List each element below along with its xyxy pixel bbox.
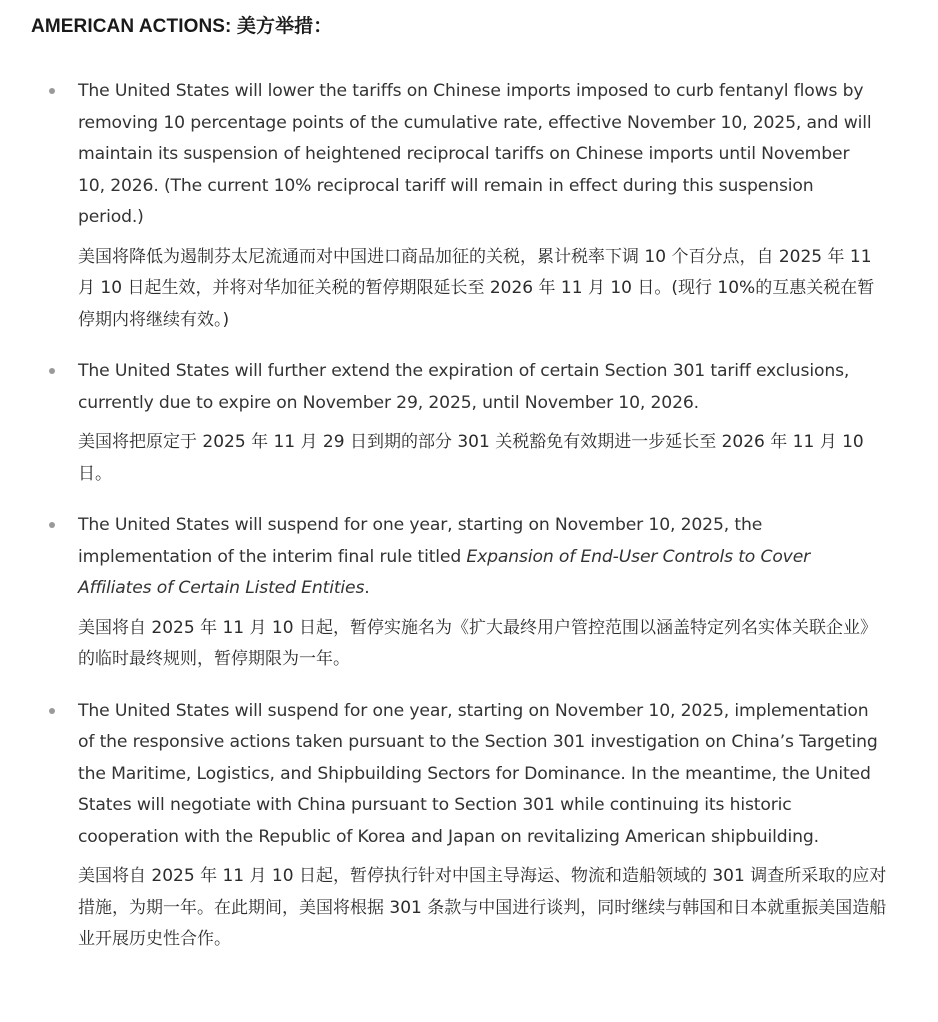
section-heading: AMERICAN ACTIONS: 美方举措：: [31, 16, 333, 37]
list-item-1: [0, 76, 938, 336]
list-item-4: [0, 696, 938, 956]
english-paragraph: The United States will further extend the expiration of certain Section 301 tariff exclusions, currently due to expire on November 29, 2025, until November 10, 2026.: [78, 361, 850, 413]
list-item-3: [0, 510, 938, 676]
english-paragraph: The United States will suspend for one year, starting on November 10, 2025, implementation of the responsive actions taken pursuant to the Section 301 investigation on China’s Targeting the Maritime, Logistics, and Shipbuilding Sectors for Dominance. In the meantime, the United States will negotiate with China pursuant to Section 301 while continuing its historic cooperation with the Republic of Korea and Japan on revitalizing American shipbuilding.: [78, 700, 878, 847]
actions-list: [0, 76, 938, 976]
bullet-icon: [49, 522, 55, 528]
rule-title: Expansion of End-User Controls to Cover Affiliates of Certain Listed Entities: [78, 546, 811, 598]
bullet-icon: [49, 88, 55, 94]
chinese-paragraph: 美国将把原定于 2025 年 11 月 29 日到期的部分 301 关税豁免有效期进一步延长至 2026 年 11 月 10 日。: [78, 432, 864, 484]
bullet-icon: [49, 708, 55, 714]
chinese-paragraph: 美国将自 2025 年 11 月 10 日起，暂停实施名为《扩大最终用户管控范围以涵盖特定列名实体关联企业》的临时最终规则，暂停期限为一年。: [78, 617, 877, 669]
english-paragraph: The United States will lower the tariffs on Chinese imports imposed to curb fentanyl flows by removing 10 percentage points of the cumulative rate, effective November 10, 2025, and will maintain its suspension of heightened reciprocal tariffs on Chinese imports until November 10, 2026. (The current 10% reciprocal tariff will remain in effect during this suspension period.): [78, 81, 872, 227]
bullet-icon: [49, 368, 55, 374]
english-paragraph: The United States will suspend for one year, starting on November 10, 2025, the implementation of the interim final rule titled Expansion of End-User Controls to Cover Affiliates of Certain Listed Entities.: [78, 515, 811, 598]
list-item-2: [0, 356, 938, 490]
chinese-paragraph: 美国将自 2025 年 11 月 10 日起，暂停执行针对中国主导海运、物流和造船领域的 301 调查所采取的应对措施，为期一年。在此期间，美国将根据 301 条款与中国进行谈判，同时继续与韩国和日本就重振美国造船业开展历史性合作。: [78, 866, 887, 949]
chinese-paragraph: 美国将降低为遏制芬太尼流通而对中国进口商品加征的关税，累计税率下调 10 个百分点，自 2025 年 11 月 10 日起生效，并将对华加征关税的暂停期限延长至 2026 年 11 月 10 日。(现行 10%的互惠关税在暂停期内将继续有效。): [78, 246, 875, 330]
